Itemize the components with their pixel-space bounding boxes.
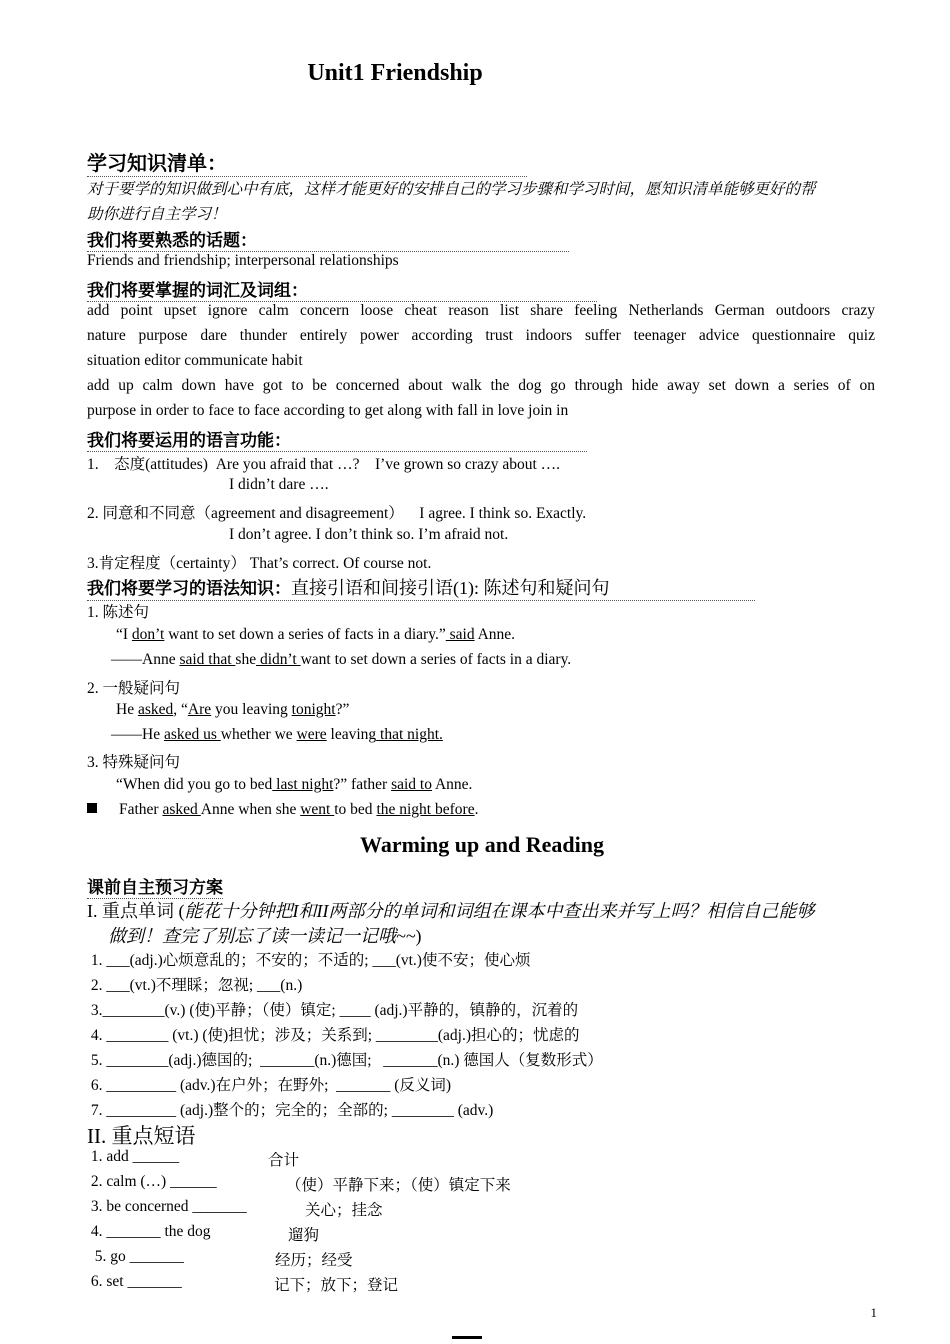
function-item-2-extra: I don’t agree. I don’t think so. I’m afraid not.	[229, 526, 509, 543]
grammar-type-1: 1. 陈述句	[87, 604, 150, 621]
topics-text: Friends and friendship; interpersonal relationships	[87, 252, 399, 269]
word-item-5: 5. ________(adj.)德国的; _______(n.)德国; _______(n.) 德国人（复数形式）	[87, 1052, 603, 1069]
grammar-type-3: 3. 特殊疑问句	[87, 754, 181, 771]
phrases-line-1: add up calm down have got to be concerned about walk the dog go through hide away set down a series of on	[87, 377, 875, 394]
page-title: Unit1 Friendship	[307, 60, 483, 86]
checklist-heading: 学习知识清单：	[87, 147, 527, 177]
word-item-2: 2. ___(vt.)不理睬；忽视; ___(n.)	[87, 977, 303, 994]
phrase-item-4: 4. _______ the dog	[87, 1223, 211, 1240]
word-item-1: 1. ___(adj.)心烦意乱的；不安的；不适的; ___(vt.)使不安；使心烦	[87, 952, 531, 969]
function-item-2: 2. 同意和不同意（agreement and disagreement） I agree. I think so. Exactly.	[87, 505, 587, 522]
part2-heading: II. 重点短语	[87, 1124, 196, 1148]
example-direct-wh-question: “When did you go to bed last night?” father said to Anne.	[116, 776, 473, 793]
page-number: 1	[870, 1305, 877, 1320]
phrase-item-6: 6. set _______	[87, 1273, 182, 1290]
grammar-topic: 直接引语和间接引语(1): 陈述句和疑问句	[291, 578, 610, 598]
grammar-heading	[87, 574, 755, 601]
phrase-item-5-meaning: 经历；经受	[275, 1252, 353, 1269]
word-item-7: 7. _________ (adj.)整个的；完全的；全部的; ________ (adv.)	[87, 1102, 494, 1119]
vocab-line-3: situation editor communicate habit	[87, 352, 303, 369]
part1-heading-cont: 做到！查完了别忘了读一读记一记哦~~)	[108, 926, 422, 946]
phrase-item-3: 3. be concerned _______	[87, 1198, 247, 1215]
topics-heading: 我们将要熟悉的话题：	[87, 226, 569, 252]
example-indirect-statement: ——Anne said that she didn’t want to set down a series of facts in a diary.	[111, 651, 572, 668]
phrase-item-3-meaning: 关心；挂念	[305, 1202, 383, 1219]
phrase-item-1-meaning: 合计	[268, 1152, 300, 1169]
phrase-item-4-meaning: 遛狗	[288, 1227, 320, 1244]
vocab-line-2: nature purpose dare thunder entirely power according trust indoors suffer teenager advice questionnaire quiz	[87, 327, 875, 344]
phrase-item-1: 1. add ______	[87, 1148, 180, 1165]
checklist-intro-line-1: 对于要学的知识做到心中有底，这样才能更好的安排自己的学习步骤和学习时间，愿知识清单能够更好的帮	[87, 181, 816, 198]
word-item-4: 4. ________ (vt.) (使)担忧；涉及；关系到; ________(adj.)担心的；忧虑的	[87, 1027, 580, 1044]
function-heading: 我们将要运用的语言功能：	[87, 426, 587, 452]
arrow-right-icon	[452, 1336, 482, 1339]
vocab-line-1: add point upset ignore calm concern loose cheat reason list share feeling Netherlands German outdoors crazy	[87, 302, 875, 319]
bullet-square-icon	[87, 803, 97, 813]
phrase-item-2-meaning: （使）平静下来；（使）镇定下来	[286, 1177, 511, 1194]
example-direct-question: He asked, “Are you leaving tonight?”	[116, 701, 350, 718]
function-item-3: 3.肯定程度（certainty） That’s correct. Of course not.	[87, 555, 432, 572]
example-direct-statement: “I don’t want to set down a series of facts in a diary.” said Anne.	[116, 626, 516, 643]
example-indirect-question: ——He asked us whether we were leaving that night.	[111, 726, 443, 743]
phrase-item-6-meaning: 记下；放下；登记	[274, 1277, 399, 1294]
grammar-type-2: 2. 一般疑问句	[87, 680, 181, 697]
word-item-6: 6. _________ (adv.)在户外；在野外; _______ (反义词)	[87, 1077, 452, 1094]
function-item-1: 1. 态度(attitudes) Are you afraid that …? I’ve grown so crazy about ….	[87, 456, 561, 473]
grammar-heading-label: 我们将要学习的语法知识：	[87, 579, 291, 598]
preview-plan-heading: 课前自主预习方案	[87, 873, 223, 899]
section-title: Warming up and Reading	[360, 832, 604, 857]
example-indirect-wh-question: Father asked Anne when she went to bed the night before.	[87, 801, 478, 819]
checklist-intro-line-2: 助你进行自主学习！	[87, 206, 227, 223]
vocab-heading: 我们将要掌握的词汇及词组：	[87, 276, 597, 302]
phrase-item-5: 5. go _______	[87, 1248, 184, 1265]
phrase-item-2: 2. calm (…) ______	[87, 1173, 217, 1190]
word-item-3: 3.________(v.) (使)平静；（使）镇定; ____ (adj.)平静的，镇静的，沉着的	[87, 1002, 579, 1019]
function-item-1-extra: I didn’t dare ….	[229, 476, 329, 493]
part1-heading: I. 重点单词 (能花十分钟把I和II两部分的单词和词组在课本中查出来并写上吗？相信自己能够	[87, 901, 815, 921]
phrases-line-2: purpose in order to face to face according to get along with fall in love join in	[87, 402, 569, 419]
